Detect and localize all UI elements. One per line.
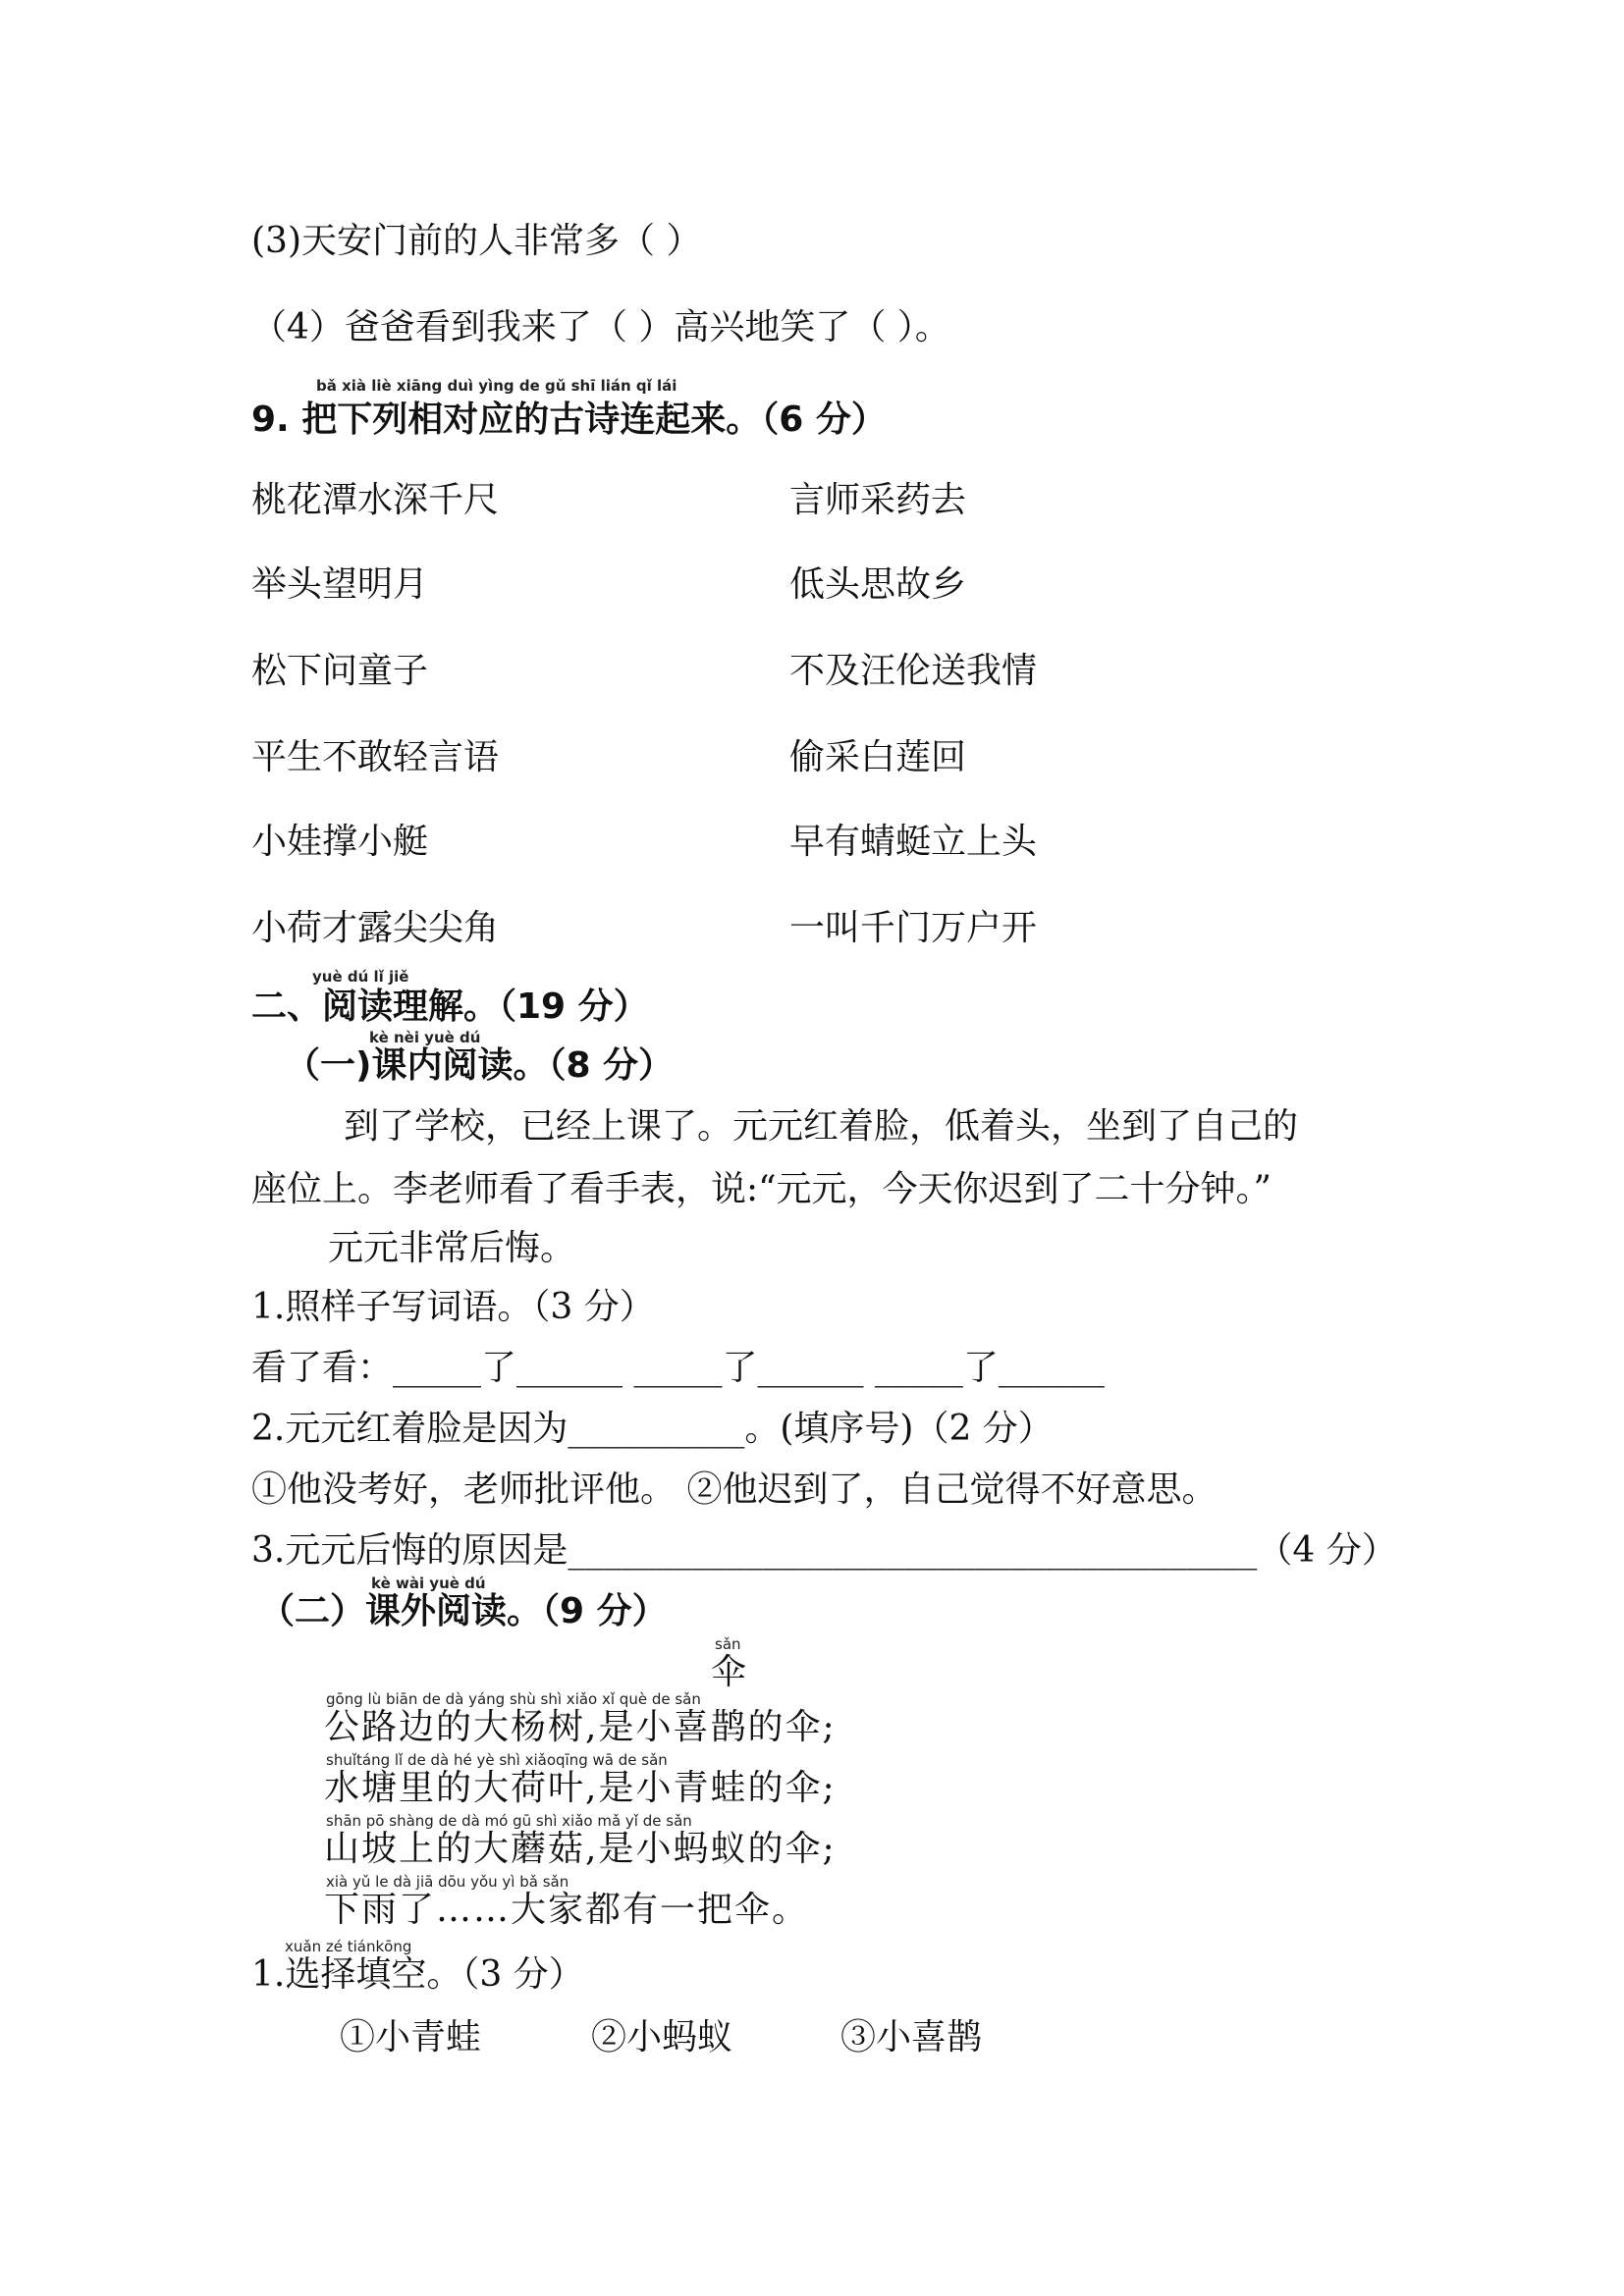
question-9-pinyin: bǎ xià liè xiāng duì yìng de gǔ shī lián qǐ lái <box>316 377 677 395</box>
poem-line-1-pinyin: gōng lù biān de dà yáng shù shì xiǎo xǐ què de sǎn <box>326 1690 701 1708</box>
part-2-title: （二）课外阅读。（9 分） <box>259 1591 668 1631</box>
poem-title-pinyin: sǎn <box>715 1635 741 1653</box>
poem-left-2: 举头望明月 <box>251 564 429 605</box>
part-1-question-1-example: 看了看：_____了______ _____了______ _____了______ <box>251 1348 1105 1388</box>
poem-left-3: 松下问童子 <box>251 651 429 691</box>
part-1-title: （一)课内阅读。（8 分） <box>285 1045 675 1086</box>
part-1-question-3: 3.元元后悔的原因是_______________________________________（4 分） <box>251 1530 1397 1571</box>
section-2-title: 二、阅读理解。（19 分） <box>251 987 649 1027</box>
poem-left-5: 小娃撑小艇 <box>251 822 429 862</box>
option-2: ②小蚂蚁 <box>591 2017 733 2057</box>
section-2-pinyin: yuè dú lǐ jiě <box>312 968 409 986</box>
poem-line-2-pinyin: shuǐtáng lǐ de dà hé yè shì xiǎoqīng wā de sǎn <box>326 1751 668 1769</box>
part-2-question-1-pinyin: xuǎn zé tiánkōng <box>285 1938 412 1955</box>
poem-line-1: 公路边的大杨树,是小喜鹊的伞; <box>324 1707 837 1747</box>
question-9-title: 9. 把下列相对应的古诗连起来。（6 分） <box>251 400 887 440</box>
poem-line-4: 下雨了……大家都有一把伞。 <box>324 1890 810 1930</box>
passage-line-3: 元元非常后悔。 <box>328 1228 576 1268</box>
part-1-question-2-options: ①他没考好，老师批评他。 ②他迟到了，自己觉得不好意思。 <box>251 1469 1218 1510</box>
part-1-pinyin: kè nèi yuè dú <box>369 1029 481 1046</box>
poem-line-3: 山坡上的大蘑菇,是小蚂蚁的伞; <box>324 1829 837 1869</box>
question-8-4: （4）爸爸看到我来了（ ）高兴地笑了（ ）。 <box>251 307 950 347</box>
poem-line-4-pinyin: xià yǔ le dà jiā dōu yǒu yì bǎ sǎn <box>326 1873 569 1891</box>
part-2-pinyin: kè wài yuè dú <box>371 1575 486 1592</box>
poem-right-3: 不及汪伦送我情 <box>789 651 1038 691</box>
part-1-question-1: 1.照样子写词语。（3 分） <box>251 1287 655 1327</box>
poem-right-4: 偷采白莲回 <box>789 737 967 777</box>
poem-line-2: 水塘里的大荷叶,是小青蛙的伞; <box>324 1768 837 1808</box>
question-8-3: (3)天安门前的人非常多（ ） <box>251 221 702 261</box>
part-1-question-2: 2.元元红着脸是因为__________。(填序号)（2 分） <box>251 1409 1054 1449</box>
option-1: ①小青蛙 <box>340 2017 482 2057</box>
poem-left-1: 桃花潭水深千尺 <box>251 480 500 520</box>
poem-left-6: 小荷才露尖尖角 <box>251 908 500 948</box>
poem-title: 伞 <box>711 1652 747 1692</box>
poem-line-3-pinyin: shān pō shàng de dà mó gū shì xiǎo mǎ yǐ de sǎn <box>326 1812 692 1830</box>
passage-line-1: 到了学校，已经上课了。元元红着脸，低着头，坐到了自己的 <box>344 1106 1299 1147</box>
poem-right-1: 言师采药去 <box>789 480 967 520</box>
passage-line-2: 座位上。李老师看了看手表，说:“元元，今天你迟到了二十分钟。” <box>251 1169 1272 1209</box>
option-3: ③小喜鹊 <box>840 2017 983 2057</box>
poem-right-2: 低头思故乡 <box>789 564 967 605</box>
poem-left-4: 平生不敢轻言语 <box>251 737 500 777</box>
poem-right-5: 早有蜻蜓立上头 <box>789 822 1038 862</box>
poem-right-6: 一叫千门万户开 <box>789 908 1038 948</box>
part-2-question-1: 1.选择填空。（3 分） <box>251 1954 584 1995</box>
